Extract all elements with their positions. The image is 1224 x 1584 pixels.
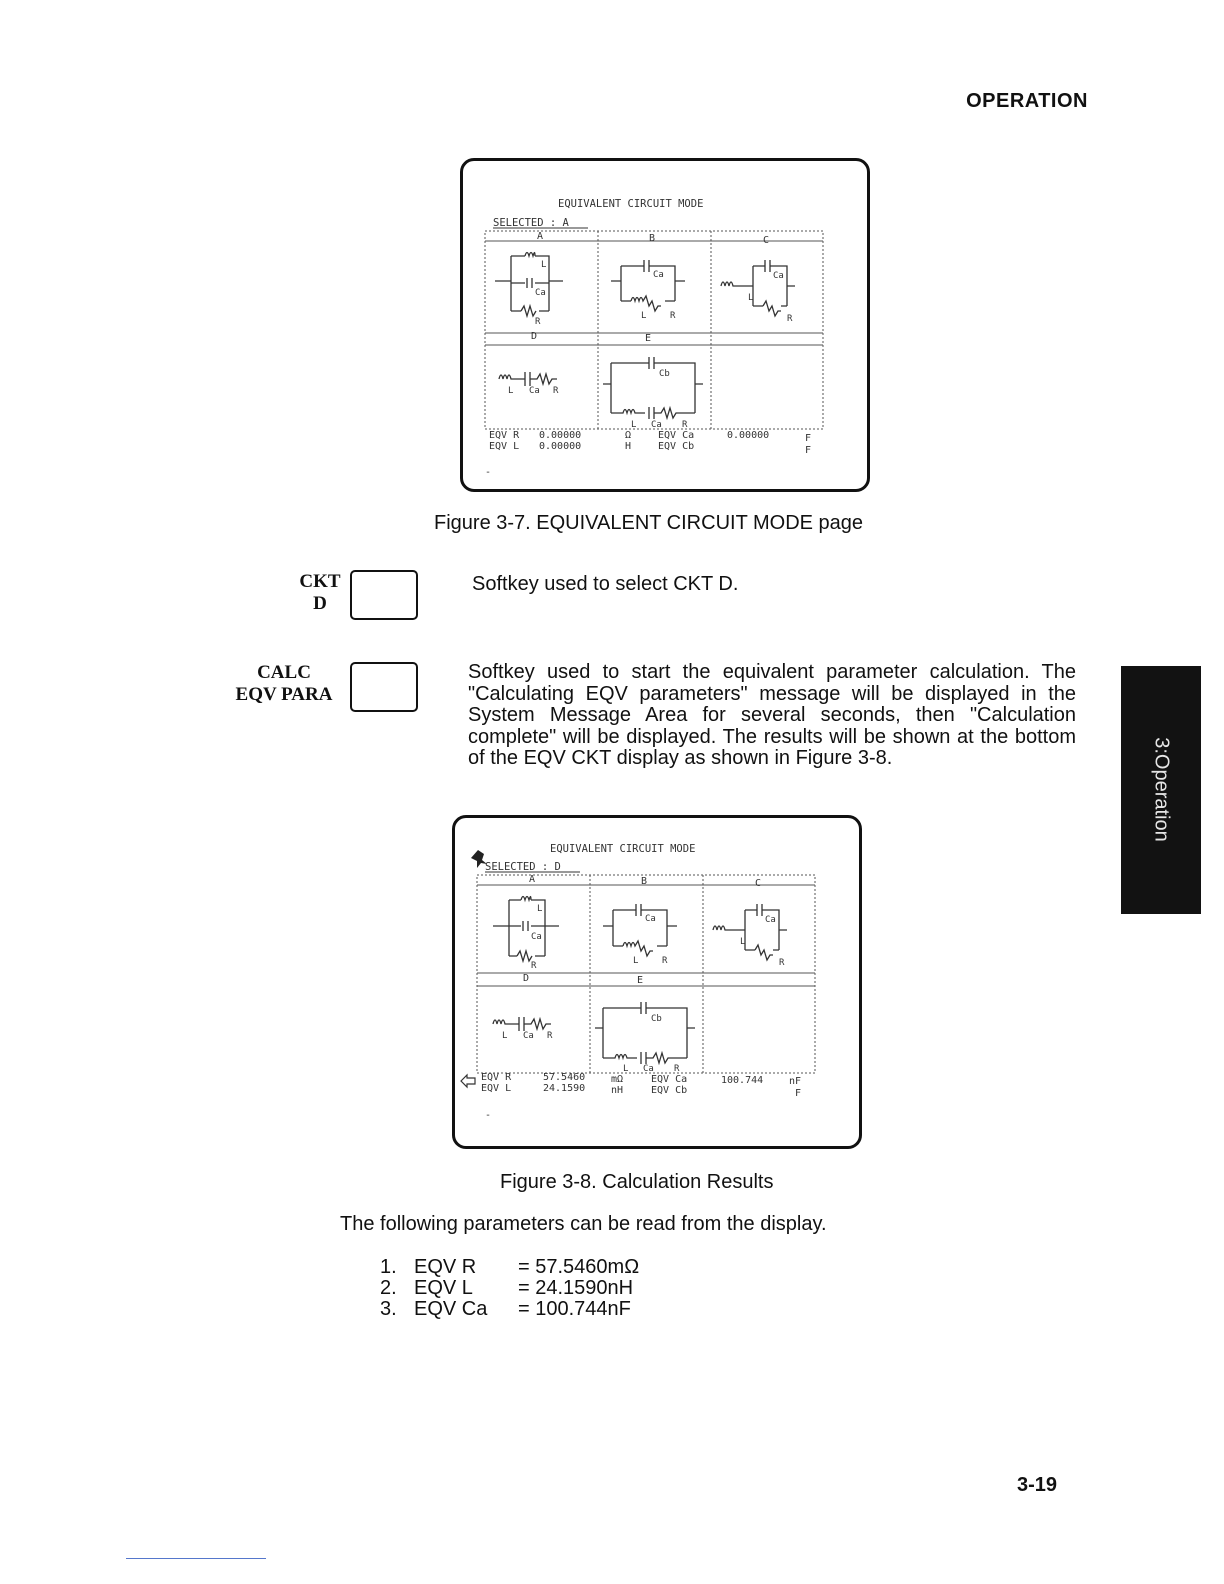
circuit-a-r: R [535, 317, 541, 327]
svg-text:mΩ: mΩ [611, 1074, 624, 1085]
svg-text:L: L [502, 1031, 508, 1041]
svg-text:R: R [670, 311, 676, 321]
equivalent-circuit-screen-1 [463, 161, 867, 489]
softkey-calc-eqv-para-button[interactable] [350, 662, 418, 712]
svg-text:D: D [523, 973, 530, 984]
svg-text:Cb: Cb [651, 1014, 662, 1024]
equivalent-circuit-screen-2 [455, 818, 859, 1146]
svg-text:0.00000: 0.00000 [539, 430, 582, 441]
svg-text:C: C [755, 878, 762, 889]
svg-text:57.5460: 57.5460 [543, 1072, 586, 1083]
svg-text:EQV L: EQV L [481, 1083, 512, 1094]
circuit-d-label: D [531, 331, 538, 342]
softkey-ckt-d-button[interactable] [350, 570, 418, 620]
svg-text:-: - [485, 467, 492, 478]
svg-text:L: L [508, 386, 514, 396]
svg-text:Ca: Ca [523, 1031, 534, 1041]
results-area-2 [481, 1072, 801, 1121]
circuit-e-diagram [603, 357, 703, 419]
circuit-c-label: C [763, 235, 770, 246]
svg-text:Ca: Ca [653, 270, 664, 280]
softkey-calc-eqv-para-label: CALC EQV PARA [235, 662, 333, 705]
svg-text:L: L [623, 1064, 629, 1074]
svg-text:24.1590: 24.1590 [543, 1083, 586, 1094]
svg-text:R: R [547, 1031, 553, 1041]
svg-text:Ca: Ca [773, 271, 784, 281]
svg-text:F: F [805, 445, 812, 456]
svg-text:EQUIVALENT CIRCUIT MODE: EQUIVALENT CIRCUIT MODE [550, 843, 696, 855]
svg-text:nF: nF [789, 1076, 802, 1087]
circuit-a-diagram [495, 253, 563, 317]
svg-text:L: L [748, 293, 754, 303]
svg-text:R: R [531, 961, 537, 971]
circuit-e-label: E [645, 333, 652, 344]
svg-text:R: R [674, 1064, 680, 1074]
svg-text:Ca: Ca [643, 1064, 654, 1074]
svg-text:A: A [529, 874, 536, 885]
circuit-b-label: B [649, 233, 656, 244]
circuit-b-diagram [611, 260, 685, 311]
circuit-a-ca: Ca [535, 288, 546, 298]
circuit-d-diagram [499, 372, 557, 386]
screen-title: EQUIVALENT CIRCUIT MODE [558, 198, 704, 210]
arrow-pointer-icon [461, 1075, 475, 1087]
footer-rule [126, 1558, 266, 1559]
svg-text:Cb: Cb [659, 369, 670, 379]
list-item: 2. EQV L = 24.1590nH [380, 1277, 634, 1299]
svg-text:R: R [682, 420, 688, 430]
svg-text:EQV Ca: EQV Ca [658, 430, 695, 441]
figure-screen-1 [460, 158, 870, 492]
svg-text:L: L [633, 956, 639, 966]
svg-text:100.744: 100.744 [721, 1075, 764, 1086]
svg-text:R: R [662, 956, 668, 966]
svg-text:-: - [485, 1110, 492, 1121]
svg-text:L: L [740, 937, 746, 947]
softkey-ckt-d-description: Softkey used to select CKT D. [472, 573, 739, 595]
svg-text:R: R [779, 958, 785, 968]
svg-text:SELECTED : D: SELECTED : D [485, 861, 561, 873]
intro-text: The following parameters can be read from the display. [340, 1213, 827, 1235]
svg-text:Ca: Ca [765, 915, 776, 925]
section-header: OPERATION [966, 90, 1088, 112]
svg-text:Ca: Ca [531, 932, 542, 942]
svg-text:Ca: Ca [651, 420, 662, 430]
svg-text:L: L [631, 420, 637, 430]
softkey-ckt-d-label: CKT D [299, 571, 341, 614]
svg-text:E: E [637, 975, 644, 986]
svg-text:Ω: Ω [625, 430, 632, 441]
list-item: 3. EQV Ca = 100.744nF [380, 1298, 631, 1320]
circuit-a-label: A [537, 231, 544, 242]
svg-text:EQV Ca: EQV Ca [651, 1074, 688, 1085]
svg-text:EQV Cb: EQV Cb [651, 1085, 688, 1096]
softkey-calc-eqv-para-description: Softkey used to start the equivalent parameter calculation. The "Calculating EQV parameters" message will be displayed in the System Message Area for several seconds, then "Calculation complete" will be displayed. The results will be shown at the bottom of the EQV CKT display as shown in Figure 3-8. [468, 661, 1076, 769]
svg-text:B: B [641, 876, 648, 887]
list-item: 1. EQV R = 57.5460mΩ [380, 1256, 640, 1278]
circuit-a-l: L [541, 260, 547, 270]
svg-text:L: L [537, 904, 543, 914]
svg-text:EQV R: EQV R [481, 1072, 512, 1083]
svg-text:Ca: Ca [645, 914, 656, 924]
svg-text:nH: nH [611, 1085, 624, 1096]
svg-text:R: R [553, 386, 559, 396]
circuit-c-diagram [721, 260, 795, 316]
figure-screen-2 [452, 815, 862, 1149]
svg-text:L: L [641, 311, 647, 321]
results-area-1 [485, 430, 811, 478]
selected-indicator: SELECTED : A [493, 217, 569, 229]
svg-text:EQV L: EQV L [489, 441, 520, 452]
svg-text:F: F [795, 1088, 802, 1099]
svg-text:H: H [625, 441, 632, 452]
parameter-list [380, 1257, 639, 1320]
figure-3-7-caption: Figure 3-7. EQUIVALENT CIRCUIT MODE page [434, 512, 864, 534]
svg-text:EQV R: EQV R [489, 430, 520, 441]
figure-3-8-caption: Figure 3-8. Calculation Results [500, 1171, 774, 1193]
svg-text:F: F [805, 433, 812, 444]
svg-text:0.00000: 0.00000 [727, 430, 770, 441]
circuit-grid [485, 231, 823, 429]
svg-text:Ca: Ca [529, 386, 540, 396]
svg-text:0.00000: 0.00000 [539, 441, 582, 452]
page-number: 3-19 [1017, 1474, 1058, 1496]
svg-text:EQV Cb: EQV Cb [658, 441, 695, 452]
svg-text:R: R [787, 314, 793, 324]
section-side-tab: 3:Operation [1121, 666, 1201, 914]
